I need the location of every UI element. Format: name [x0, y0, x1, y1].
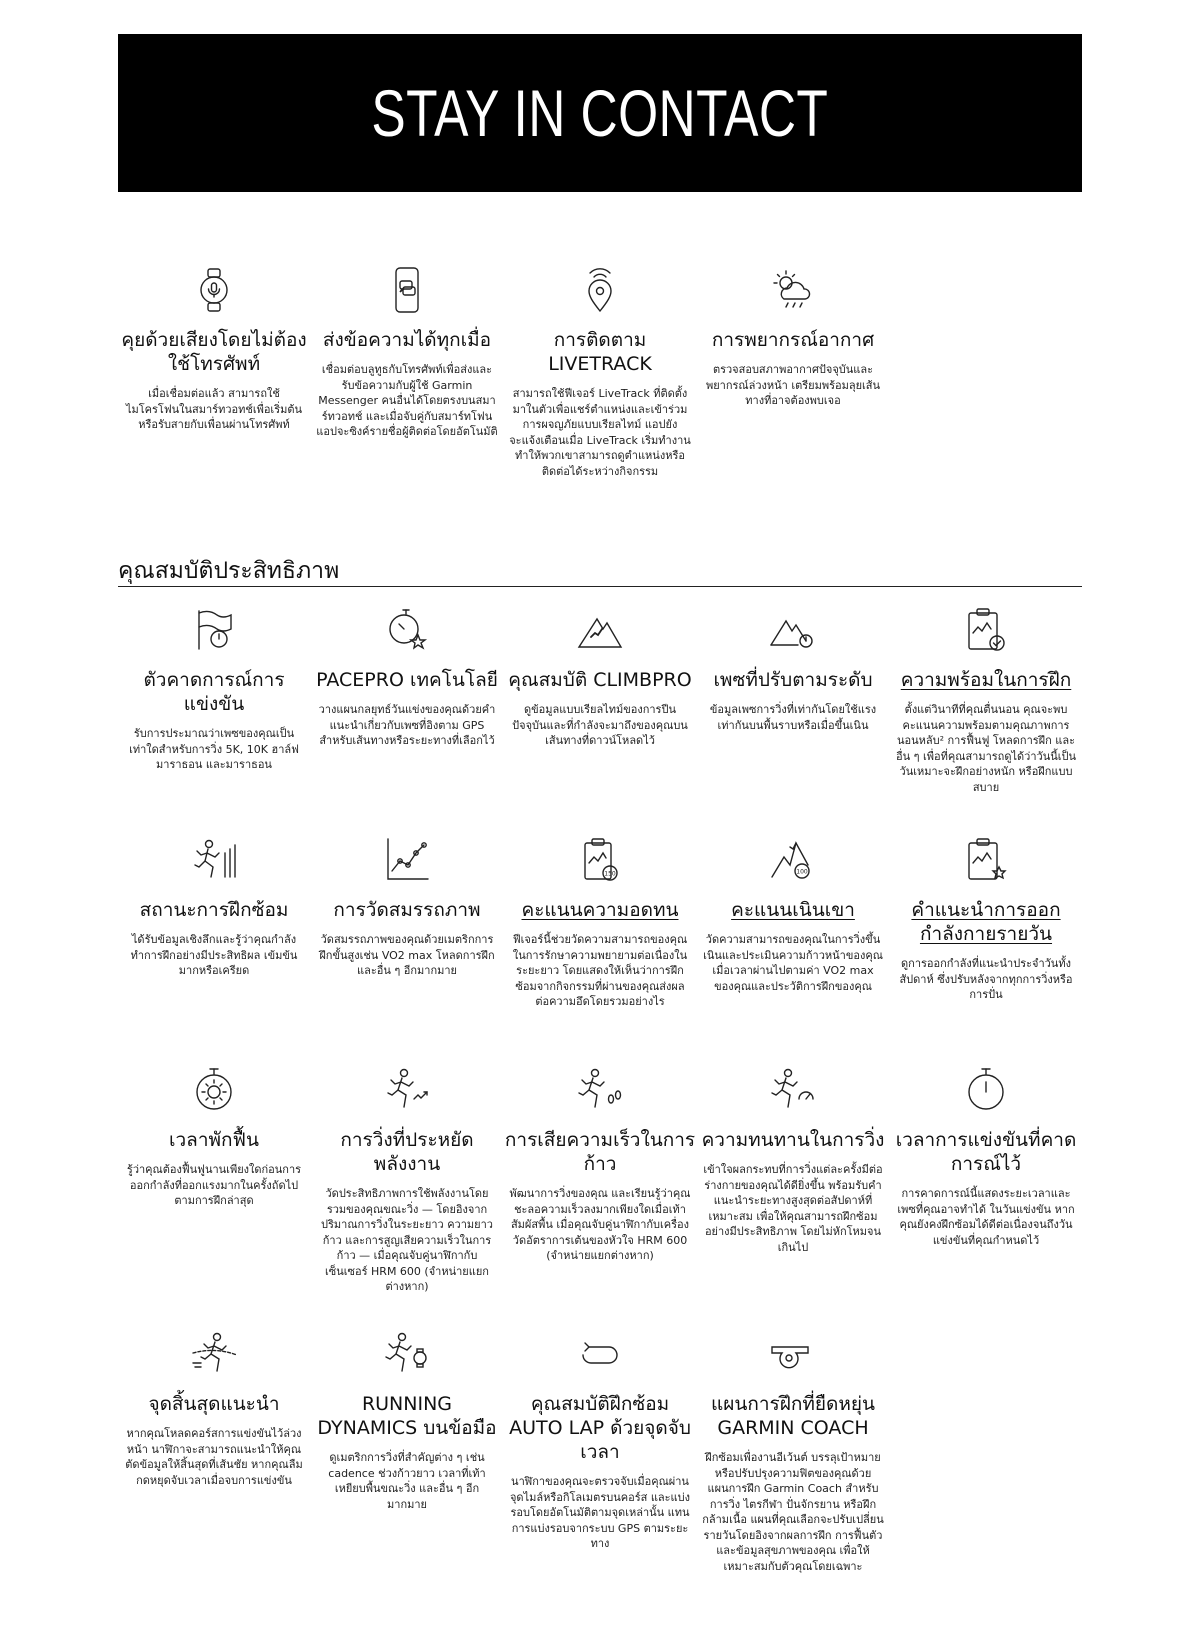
feature-description: รับการประมาณว่าเพซของคุณเป็นเท่าใดสำหรับการวิ่ง 5K, 10K ฮาล์ฟมาราธอน และมาราธอน [129, 727, 299, 771]
feature-title[interactable]: คะแนนเนินเขา [731, 899, 855, 921]
feature-title: ความทนทานในการวิ่ง [701, 1129, 885, 1151]
weather-icon [763, 262, 823, 318]
feature-livetrack [504, 262, 696, 479]
svg-text:150: 150 [604, 870, 616, 878]
feature-description: สามารถใช้ฟีเจอร์ LiveTrack ที่ติดตั้งมาในตัวเพื่อแชร์ตำแหน่งและเข้าร่วมการผจญภัยแบบเรียลไทม์ แอปยังจะแจ้งเตือนเมื่อ LiveTrack เริ่มทำงาน ทำให้พวกเขาสามารถดูตำแหน่งหรือ ติดต่อได้ระหว่างกิจกรรม [509, 387, 691, 478]
feature-description: นาฬิกาของคุณจะตรวจจับเมื่อคุณผ่านจุดไมล์หรือกิโลเมตรบนคอร์ส และแบ่งรอบโดยอัตโนมัติตามจุดเหล่านั้น แทนการแบ่งรอบจากระบบ GPS ตามระยะทาง [509, 1475, 691, 1550]
feature-pacepro [311, 602, 503, 795]
feature-title: แผนการฝึกที่ยืดหยุ่น GARMIN COACH [710, 1393, 876, 1439]
location-signal-icon [570, 262, 630, 318]
feature-title[interactable]: ความพร้อมในการฝึก [900, 669, 1072, 691]
feature-description: เมื่อเชื่อมต่อแล้ว สามารถใช้ไมโครโฟนในสมาร์ทวอทช์เพื่อเริ่มต้นหรือรับสายกับเพื่อนผ่านโทรศัพท์ [125, 387, 303, 431]
feature-description: ข้อมูลเพซการวิ่งที่เท่ากันโดยใช้แรงเท่ากันบนพื้นราบหรือเมื่อขึ้นเนิน [709, 703, 877, 732]
runner-footsteps-icon [570, 1062, 630, 1118]
feature-title: PACEPRO เทคโนโลยี [316, 669, 498, 691]
feature-race-time-prediction [890, 1062, 1082, 1295]
runner-effort-icon [184, 832, 244, 888]
feature-endurance-score [504, 832, 696, 1010]
feature-step-speed-loss [504, 1062, 696, 1295]
feature-description: ตรวจสอบสภาพอากาศปัจจุบันและพยากรณ์ล่วงหน้า เตรียมพร้อมลุยเส้นทางที่อาจต้องพบเจอ [705, 363, 881, 407]
feature-suggested-finish [118, 1326, 310, 1574]
feature-title: การวิ่งที่ประหยัดพลังงาน [340, 1129, 474, 1175]
feature-title: เวลาการแข่งขันที่คาดการณ์ไว้ [895, 1129, 1077, 1175]
feature-title: คุยด้วยเสียงโดยไม่ต้องใช้โทรศัพท์ [121, 329, 307, 375]
section-heading: คุณสมบัติประสิทธิภาพ [118, 556, 1082, 587]
feature-hill-score [697, 832, 889, 1010]
feature-description: การคาดการณ์นี้แสดงระยะเวลาและเพซที่คุณอาจทำได้ ในวันแข่งขัน หากคุณยังคงฝึกซ้อมได้ดีต่อเนื่องจนถึงวันแข่งขันที่คุณกำหนดไว้ [897, 1187, 1075, 1247]
feature-description: วัดความสามารถของคุณในการวิ่งขึ้นเนินและประเมินความก้าวหน้าของคุณเมื่อเวลาผ่านไปตามค่า VO2 max ของคุณและประวัติการฝึกของคุณ [703, 933, 883, 993]
performance-row-3 [118, 1062, 1083, 1295]
feature-voice-calls [118, 262, 310, 479]
phone-message-icon [377, 262, 437, 318]
banner [118, 34, 1082, 192]
line-graph-icon [377, 832, 437, 888]
mountain-stopwatch-icon [763, 602, 823, 658]
runner-watch-icon [377, 1326, 437, 1382]
clipboard-score-icon [570, 832, 630, 888]
feature-description: วัดประสิทธิภาพการใช้พลังงานโดยรวมของคุณขณะวิ่ง — โดยอิงจากปริมาณการวิ่งในระยะยาว ความยาวก้าว และการสูญเสียความเร็วในการก้าว — เมื่อคุณจับคู่นาฬิกากับเซ็นเซอร์ HRM 600 (จำหน่ายแยกต่างหาก) [321, 1187, 493, 1293]
feature-description: ดูการออกกำลังที่แนะนำประจำวันทั้งสัปดาห์ ซึ่งปรับหลังจากทุกการวิ่งหรือการปั่น [899, 957, 1073, 1001]
banner-title: STAY IN CONTACT [371, 76, 829, 150]
feature-running-dynamics [311, 1326, 503, 1574]
feature-title: เพซที่ปรับตามระดับ [713, 669, 873, 691]
feature-title: การติดตาม LIVETRACK [548, 329, 652, 375]
feature-title: ตัวคาดการณ์การแข่งขัน [143, 669, 285, 715]
feature-garmin-coach [697, 1326, 889, 1574]
feature-title: สถานะการฝึกซ้อม [139, 899, 289, 921]
flag-stopwatch-icon [184, 602, 244, 658]
feature-title[interactable]: คะแนนความอดทน [521, 899, 679, 921]
feature-auto-lap [504, 1326, 696, 1574]
feature-training-status [118, 832, 310, 1010]
feature-title: เวลาพักฟื้น [169, 1129, 259, 1151]
feature-title[interactable]: คำแนะนำการออกกำลังกายรายวัน [911, 899, 1061, 945]
feature-weather [697, 262, 889, 479]
feature-description: ได้รับข้อมูลเชิงลึกและรู้ว่าคุณกำลังทำการฝึกอย่างมีประสิทธิผล เข้มข้นมากหรือเครียด [130, 933, 298, 977]
feature-climbpro [504, 602, 696, 795]
feature-title: ส่งข้อความได้ทุกเมื่อ [322, 329, 492, 351]
feature-description: วางแผนกลยุทธ์วันแข่งของคุณด้วยคำแนะนำเกี่ยวกับเพซที่อิงตาม GPS สำหรับเส้นทางหรือระยะทางที่เลือกไว้ [318, 703, 496, 747]
feature-running-tolerance [697, 1062, 889, 1295]
performance-row-2 [118, 832, 1083, 1010]
feature-title: RUNNING DYNAMICS บนข้อมือ [317, 1393, 497, 1439]
feature-title: การพยากรณ์อากาศ [711, 329, 875, 351]
feature-description: พัฒนาการวิ่งของคุณ และเรียนรู้ว่าคุณชะลอความเร็วลงมากเพียงใดเมื่อเท้าสัมผัสพื้น เมื่อคุณจับคู่นาฬิกากับเครื่องวัดอัตราการเต้นของหัวใจ HRM 600 (จำหน่ายแยกต่างหาก) [509, 1187, 691, 1262]
feature-recovery-time [118, 1062, 310, 1295]
feature-description: เข้าใจผลกระทบที่การวิ่งแต่ละครั้งมีต่อร่างกายของคุณได้ดียิ่งขึ้น พร้อมรับคำแนะนำระยะทางสูงสุดต่อสัปดาห์ที่เหมาะสม เพื่อให้คุณสามารถฝึกซ้อมอย่างมีประสิทธิภาพ โดยไม่หักโหมจนเกินไป [703, 1163, 883, 1254]
clipboard-check-icon [956, 602, 1016, 658]
feature-performance-metrics [311, 832, 503, 1010]
feature-description: เชื่อมต่อบลูทูธกับโทรศัพท์เพื่อส่งและรับข้อความกับผู้ใช้ Garmin Messenger คนอื่นได้โดยตรงบนสมาร์ทวอทช์ และเมื่อจับคู่กับสมาร์ทโฟน แอปจะซิงค์รายชื่อผู้ติดต่อโดยอัตโนมัติ [316, 363, 498, 438]
performance-row-4 [118, 1326, 890, 1574]
contact-row [118, 262, 890, 479]
svg-text:100: 100 [796, 868, 808, 876]
mountain-climb-icon [570, 602, 630, 658]
feature-description: รู้ว่าคุณต้องฟื้นฟูนานเพียงใดก่อนการออกกำลังที่ออกแรงมากในครั้งถัดไป ตามการฝึกล่าสุด [126, 1163, 302, 1207]
feature-description: ตั้งแต่วินาทีที่คุณตื่นนอน คุณจะพบคะแนนความพร้อมตามคุณภาพการนอนหลับ² การฟื้นฟู โหลดการฝึก และอื่น ๆ เพื่อที่คุณสามารถดูได้ว่าวันนี้เป็นวันเหมาะจะฝึกอย่างหนัก หรือฝึกแบบสบาย [896, 703, 1076, 794]
feature-title: คุณสมบัติฝึกซ้อม AUTO LAP ด้วยจุดจับเวลา [509, 1393, 691, 1463]
auto-lap-icon [570, 1326, 630, 1382]
feature-title: จุดสิ้นสุดแนะนำ [148, 1393, 280, 1415]
feature-description: ฝึกซ้อมเพื่องานอีเว้นต์ บรรลุเป้าหมาย หรือปรับปรุงความฟิตของคุณด้วยแผนการฝึก Garmin Coach สำหรับการวิ่ง ไตรกีฬา ปั่นจักรยาน หรือฝึกกล้ามเนื้อ แผนที่คุณเลือกจะปรับเปลี่ยนรายวันโดยอิงจากผลการฝึก การฟื้นตัว และข้อมูลสุขภาพของคุณ เพื่อให้เหมาะสมกับตัวคุณโดยเฉพาะ [702, 1451, 884, 1573]
feature-description: ดูเมตริกการวิ่งที่สำคัญต่าง ๆ เช่น cadence ช่วงก้าวยาว เวลาที่เท้าเหยียบพื้นขณะวิ่ง และอื่น ๆ อีกมากมาย [328, 1451, 486, 1511]
runner-power-icon [377, 1062, 437, 1118]
stopwatch-icon [956, 1062, 1016, 1118]
feature-title: คุณสมบัติ CLIMBPRO [508, 669, 692, 691]
finish-line-runner-icon [184, 1326, 244, 1382]
performance-row-1 [118, 602, 1083, 795]
whistle-icon [763, 1326, 823, 1382]
feature-running-economy [311, 1062, 503, 1295]
feature-title: การเสียความเร็วในการก้าว [504, 1129, 696, 1175]
feature-daily-workouts [890, 832, 1082, 1010]
stopwatch-star-icon [377, 602, 437, 658]
runner-gauge-icon [763, 1062, 823, 1118]
feature-title: การวัดสมรรถภาพ [333, 899, 481, 921]
feature-description: วัดสมรรถภาพของคุณด้วยเมตริกการฝึกขั้นสูงเช่น VO2 max โหลดการฝึก และอื่น ๆ อีกมากมาย [319, 933, 495, 977]
watch-microphone-icon [184, 262, 244, 318]
feature-race-predictor [118, 602, 310, 795]
feature-description: หากคุณโหลดคอร์สการแข่งขันไว้ล่วงหน้า นาฬิกาจะสามารถแนะนำให้คุณตัดข้อมูลให้สิ้นสุดที่เส้นชัย หากคุณลืมกดหยุดจับเวลาเมื่อจบการแข่งขัน [125, 1427, 303, 1487]
recovery-timer-icon [184, 1062, 244, 1118]
feature-training-readiness [890, 602, 1082, 795]
feature-messaging [311, 262, 503, 479]
feature-description: ดูข้อมูลแบบเรียลไทม์ของการปีนปัจจุบันและที่กำลังจะมาถึงของคุณบนเส้นทางที่ดาวน์โหลดไว้ [512, 703, 688, 747]
clipboard-star-icon [956, 832, 1016, 888]
feature-grade-adjusted-pace [697, 602, 889, 795]
feature-description: ฟีเจอร์นี้ช่วยวัดความสามารถของคุณในการรักษาความพยายามต่อเนื่องในระยะยาว โดยแสดงให้เห็นว่าการฝึกซ้อมจากกิจกรรมที่ผ่านของคุณส่งผลต่อความอึดโดยรวมอย่างไร [512, 933, 688, 1008]
hill-score-icon [763, 832, 823, 888]
